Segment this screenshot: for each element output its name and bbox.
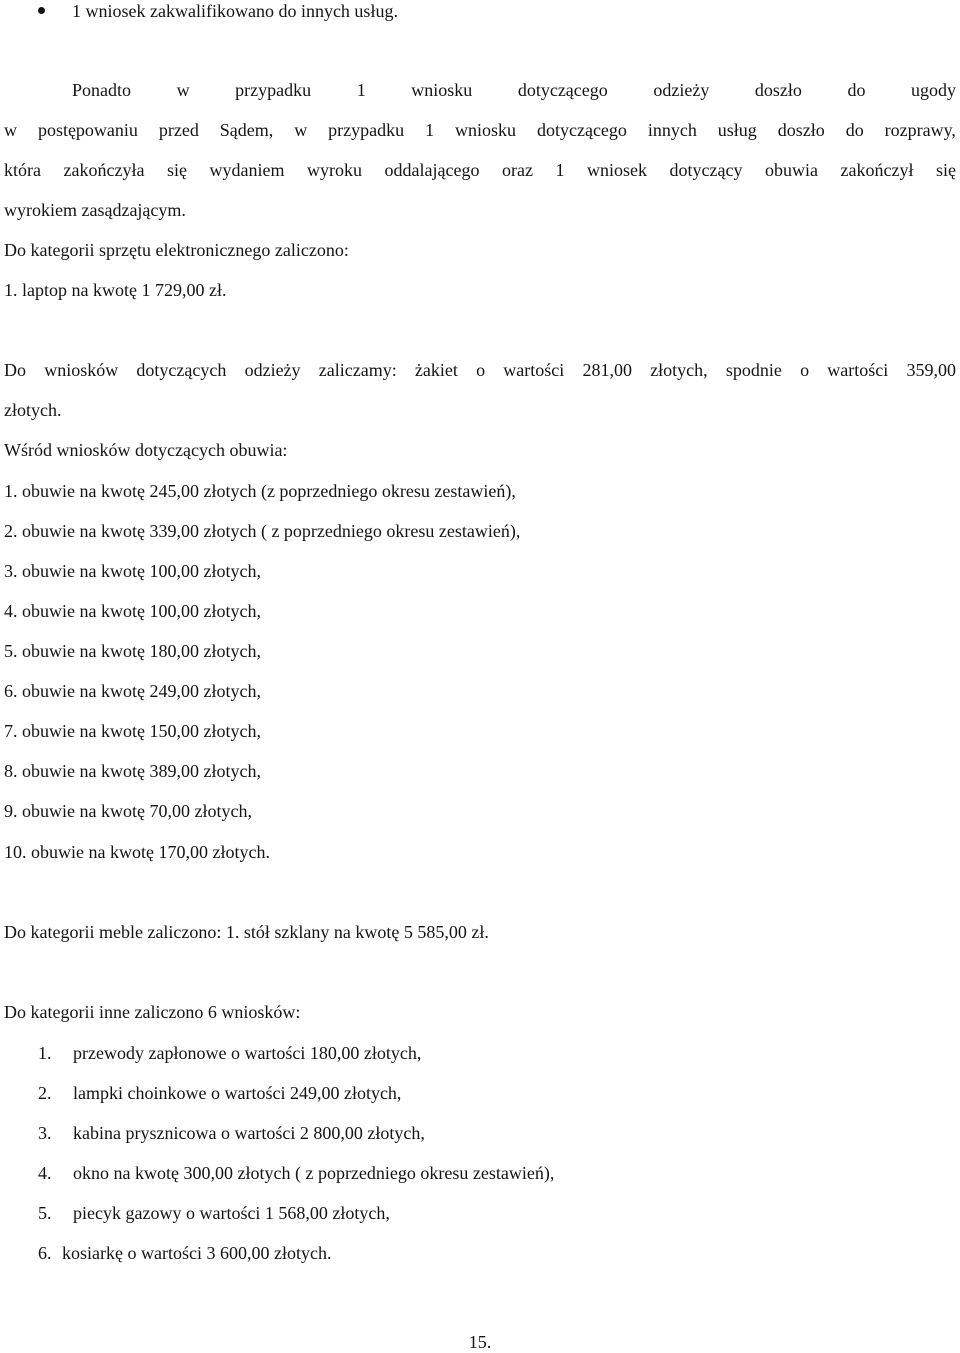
word: Do bbox=[4, 360, 26, 380]
shoes-heading: Wśród wniosków dotyczących obuwia: bbox=[4, 440, 288, 460]
word: rozprawy, bbox=[884, 120, 956, 140]
word: o bbox=[476, 360, 486, 380]
word: w bbox=[294, 120, 308, 140]
word: przed bbox=[158, 120, 199, 140]
word: doszło bbox=[777, 120, 825, 140]
other-item-number: 1. bbox=[38, 1043, 52, 1063]
word: żakiet bbox=[414, 360, 458, 380]
word: 1 bbox=[356, 80, 366, 100]
clothing-line2: złotych. bbox=[4, 400, 62, 420]
word: dotyczącego bbox=[536, 120, 627, 140]
word: która bbox=[4, 160, 41, 180]
word: oraz bbox=[501, 160, 533, 180]
shoes-list-item: 4. obuwie na kwotę 100,00 złotych, bbox=[4, 601, 261, 621]
paragraph-settlement-line1 bbox=[72, 79, 956, 101]
word: obuwia bbox=[764, 160, 818, 180]
other-item-number: 5. bbox=[38, 1203, 52, 1223]
word: postępowaniu bbox=[37, 120, 138, 140]
shoes-list-item: 7. obuwie na kwotę 150,00 złotych, bbox=[4, 721, 261, 741]
other-item-text: okno na kwotę 300,00 złotych ( z poprzedniego okresu zestawień), bbox=[73, 1163, 555, 1183]
shoes-list-item: 5. obuwie na kwotę 180,00 złotych, bbox=[4, 641, 261, 661]
word: w bbox=[176, 80, 190, 100]
word: Ponadto bbox=[72, 80, 132, 100]
word: w bbox=[4, 120, 17, 140]
other-item-text: kosiarkę o wartości 3 600,00 złotych. bbox=[62, 1243, 332, 1263]
word: dotyczącego bbox=[517, 80, 608, 100]
word: wniosku bbox=[411, 80, 473, 100]
word: dotyczących bbox=[136, 360, 227, 380]
word: doszło bbox=[754, 80, 802, 100]
word: zaliczamy: bbox=[318, 360, 397, 380]
shoes-list-item: 8. obuwie na kwotę 389,00 złotych, bbox=[4, 761, 261, 781]
word: innych bbox=[647, 120, 697, 140]
word: się bbox=[935, 160, 956, 180]
other-item-number: 4. bbox=[38, 1163, 52, 1183]
word: odzieży bbox=[244, 360, 301, 380]
word: wyroku bbox=[306, 160, 362, 180]
electronics-heading: Do kategorii sprzętu elektronicznego zaliczono: bbox=[4, 240, 349, 260]
word: zakończył bbox=[840, 160, 914, 180]
furniture-line: Do kategorii meble zaliczono: 1. stół szklany na kwotę 5 585,00 zł. bbox=[4, 922, 489, 942]
word: o bbox=[800, 360, 810, 380]
word: zakończyła bbox=[63, 160, 145, 180]
other-item-text: lampki choinkowe o wartości 249,00 złotych, bbox=[73, 1083, 402, 1103]
bullet-item-text: 1 wniosek zakwalifikowano do innych usług. bbox=[72, 1, 398, 21]
electronics-item: 1. laptop na kwotę 1 729,00 zł. bbox=[4, 280, 227, 300]
page-number: 15. bbox=[468, 1332, 492, 1352]
paragraph-settlement-line4: wyrokiem zasądzającym. bbox=[4, 200, 186, 220]
other-item-number: 2. bbox=[38, 1083, 52, 1103]
word: do bbox=[847, 80, 866, 100]
other-item-text: przewody zapłonowe o wartości 180,00 złotych, bbox=[73, 1043, 422, 1063]
word: złotych, bbox=[650, 360, 708, 380]
word: 1 bbox=[425, 120, 435, 140]
word: 1 bbox=[555, 160, 565, 180]
word: ugody bbox=[911, 80, 956, 100]
shoes-list-item: 6. obuwie na kwotę 249,00 złotych, bbox=[4, 681, 261, 701]
word: wniosku bbox=[455, 120, 517, 140]
word: wniosek bbox=[586, 160, 647, 180]
other-heading: Do kategorii inne zaliczono 6 wniosków: bbox=[4, 1002, 301, 1022]
word: usług bbox=[717, 120, 757, 140]
word: wartości bbox=[503, 360, 565, 380]
word: 359,00 bbox=[906, 360, 956, 380]
word: wydaniem bbox=[209, 160, 285, 180]
paragraph-settlement-line3 bbox=[4, 159, 956, 181]
word: oddalającego bbox=[384, 160, 480, 180]
other-item-text: piecyk gazowy o wartości 1 568,00 złotych, bbox=[73, 1203, 390, 1223]
other-item-number: 6. bbox=[38, 1243, 52, 1263]
shoes-list-item: 1. obuwie na kwotę 245,00 złotych (z poprzedniego okresu zestawień), bbox=[4, 481, 516, 501]
shoes-list-item: 10. obuwie na kwotę 170,00 złotych. bbox=[4, 842, 270, 862]
word: odzieży bbox=[653, 80, 710, 100]
word: Sądem, bbox=[219, 120, 274, 140]
bullet-icon bbox=[38, 7, 45, 14]
word: spodnie bbox=[725, 360, 782, 380]
other-item-text: kabina prysznicowa o wartości 2 800,00 złotych, bbox=[73, 1123, 425, 1143]
word: do bbox=[845, 120, 864, 140]
word: przypadku bbox=[235, 80, 312, 100]
word: przypadku bbox=[328, 120, 405, 140]
shoes-list-item: 3. obuwie na kwotę 100,00 złotych, bbox=[4, 561, 261, 581]
word: dotyczący bbox=[669, 160, 743, 180]
word: 281,00 bbox=[582, 360, 632, 380]
shoes-list-item: 2. obuwie na kwotę 339,00 złotych ( z poprzedniego okresu zestawień), bbox=[4, 521, 521, 541]
other-item-number: 3. bbox=[38, 1123, 52, 1143]
word: wniosków bbox=[44, 360, 119, 380]
shoes-list-item: 9. obuwie na kwotę 70,00 złotych, bbox=[4, 801, 252, 821]
clothing-line1 bbox=[4, 359, 956, 381]
word: wartości bbox=[827, 360, 889, 380]
word: się bbox=[166, 160, 187, 180]
paragraph-settlement-line2 bbox=[4, 119, 956, 141]
